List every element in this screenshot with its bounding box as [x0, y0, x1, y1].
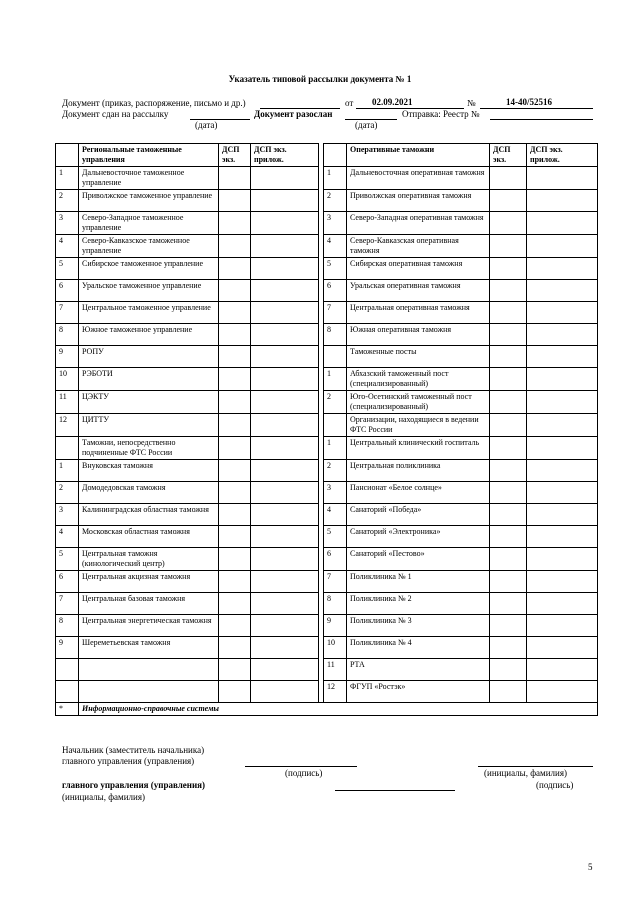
right-row-number: 2 [324, 391, 347, 414]
left-org-name: Приволжское таможенное управление [79, 190, 219, 212]
right-row-number: 6 [324, 548, 347, 571]
left-org-name: Таможни, непосредственно подчиненные ФТС России [79, 437, 219, 460]
table-row [56, 593, 598, 615]
right-row-number: 1 [324, 167, 347, 190]
right-dsp-cell [490, 324, 527, 346]
right-dsp-cell [490, 190, 527, 212]
left-org-name: Центральная акцизная таможня [79, 571, 219, 593]
right-dsp-cell [490, 167, 527, 190]
right-row-number: 5 [324, 526, 347, 548]
right-org-name: Абхазский таможенный пост (специализированный) [347, 368, 490, 391]
right-org-name: Санаторий «Электроника» [347, 526, 490, 548]
sent-date-line [190, 109, 250, 120]
date-caption-1: (дата) [195, 120, 218, 130]
left-dsp-cell [219, 324, 251, 346]
right-row-number: 7 [324, 571, 347, 593]
right-row-number: 10 [324, 637, 347, 659]
left-dsp-cell [219, 526, 251, 548]
right-row-number: 4 [324, 504, 347, 526]
right-dsp-cell [490, 437, 527, 460]
right-dsp-att-cell [527, 346, 598, 368]
table-row [56, 280, 598, 302]
left-dsp-att-cell [251, 548, 319, 571]
right-dsp-att-cell [527, 504, 598, 526]
left-row-number: 1 [56, 460, 79, 482]
right-dsp-att-cell [527, 548, 598, 571]
table-row [56, 391, 598, 414]
left-dsp-att-cell [251, 190, 319, 212]
right-dsp-att-header: ДСП экз. прилож. [527, 144, 598, 167]
left-dsp-cell [219, 190, 251, 212]
left-dsp-att-cell [251, 460, 319, 482]
left-org-name: ЦЭКТУ [79, 391, 219, 414]
right-org-name: Приволжская оперативная таможня [347, 190, 490, 212]
right-row-number: 6 [324, 280, 347, 302]
left-dsp-att-cell [251, 167, 319, 190]
right-dsp-att-cell [527, 637, 598, 659]
right-org-name: Северо-Кавказская оперативная таможня [347, 235, 490, 258]
dispatched-date-line [345, 109, 397, 120]
right-dsp-header: ДСП экз. [490, 144, 527, 167]
left-dsp-att-cell [251, 571, 319, 593]
initials-caption-2: (инициалы, фамилия) [62, 792, 145, 802]
info-systems-row [56, 703, 598, 716]
right-dsp-att-cell [527, 235, 598, 258]
right-org-name: Уральская оперативная таможня [347, 280, 490, 302]
left-org-name: ЦИТТУ [79, 414, 219, 437]
table-header-row [56, 144, 598, 167]
left-dsp-att-cell [251, 637, 319, 659]
doc-type-line [260, 98, 340, 109]
right-dsp-att-cell [527, 368, 598, 391]
left-dsp-cell [219, 235, 251, 258]
left-row-number: 6 [56, 571, 79, 593]
left-org-name: Уральское таможенное управление [79, 280, 219, 302]
number-value: 14-40/52516 [506, 97, 552, 107]
signature-line-2: главного управления (управления) [62, 756, 195, 766]
left-org-name [79, 659, 219, 681]
left-row-number: 6 [56, 280, 79, 302]
left-dsp-cell [219, 681, 251, 703]
signature-line-3: главного управления (управления) [62, 780, 206, 790]
page-number: 5 [588, 862, 593, 872]
right-dsp-cell [490, 414, 527, 437]
right-dsp-att-cell [527, 460, 598, 482]
left-dsp-cell [219, 414, 251, 437]
left-row-number [56, 437, 79, 460]
right-dsp-cell [490, 681, 527, 703]
right-org-name: Поликлиника № 2 [347, 593, 490, 615]
right-row-number [324, 346, 347, 368]
right-row-number [324, 414, 347, 437]
left-row-number: 9 [56, 346, 79, 368]
table-row [56, 482, 598, 504]
left-org-name: РЭБОТИ [79, 368, 219, 391]
left-row-number [56, 681, 79, 703]
left-dsp-att-cell [251, 659, 319, 681]
right-row-number: 2 [324, 190, 347, 212]
right-org-name: Дальневосточная оперативная таможня [347, 167, 490, 190]
right-name-header: Оперативные таможни [347, 144, 490, 167]
dispatch-label: Отправка: Реестр № [402, 109, 480, 119]
dispatched-label: Документ разослан [254, 109, 333, 119]
left-dsp-att-cell [251, 593, 319, 615]
left-dsp-att-cell [251, 526, 319, 548]
right-org-name: Поликлиника № 3 [347, 615, 490, 637]
right-dsp-cell [490, 302, 527, 324]
right-dsp-cell [490, 548, 527, 571]
left-row-number: 8 [56, 324, 79, 346]
left-dsp-att-cell [251, 482, 319, 504]
left-num-header [56, 144, 79, 167]
right-dsp-att-cell [527, 324, 598, 346]
left-dsp-att-cell [251, 302, 319, 324]
right-org-name: Поликлиника № 1 [347, 571, 490, 593]
right-dsp-att-cell [527, 302, 598, 324]
left-dsp-att-cell [251, 235, 319, 258]
left-dsp-att-cell [251, 391, 319, 414]
left-org-name: Московская областная таможня [79, 526, 219, 548]
left-dsp-att-cell [251, 437, 319, 460]
table-row [56, 615, 598, 637]
left-row-number: 2 [56, 190, 79, 212]
left-dsp-att-header: ДСП экз. прилож. [251, 144, 319, 167]
right-row-number: 7 [324, 302, 347, 324]
left-dsp-att-cell [251, 368, 319, 391]
table-row [56, 681, 598, 703]
right-dsp-cell [490, 368, 527, 391]
left-org-name: Центральное таможенное управление [79, 302, 219, 324]
right-org-name: Санаторий «Пестово» [347, 548, 490, 571]
left-dsp-cell [219, 659, 251, 681]
right-dsp-cell [490, 212, 527, 235]
right-dsp-cell [490, 346, 527, 368]
initials-field-1 [478, 756, 593, 767]
right-dsp-att-cell [527, 437, 598, 460]
right-dsp-att-cell [527, 391, 598, 414]
left-row-number: 4 [56, 235, 79, 258]
right-row-number: 1 [324, 437, 347, 460]
left-org-name: Дальневосточное таможенное управление [79, 167, 219, 190]
left-dsp-cell [219, 504, 251, 526]
left-row-number: 5 [56, 548, 79, 571]
signature-caption-2: (подпись) [536, 780, 574, 790]
right-row-number: 11 [324, 659, 347, 681]
right-row-number: 4 [324, 235, 347, 258]
registry-line [490, 109, 593, 120]
right-row-number: 3 [324, 482, 347, 504]
table-row [56, 659, 598, 681]
left-dsp-cell [219, 391, 251, 414]
right-org-name: Организации, находящиеся в ведении ФТС России [347, 414, 490, 437]
table-row [56, 460, 598, 482]
table-row [56, 235, 598, 258]
right-dsp-cell [490, 280, 527, 302]
table-row [56, 190, 598, 212]
table-row [56, 437, 598, 460]
left-org-name: Центральная энергетическая таможня [79, 615, 219, 637]
right-row-number: 12 [324, 681, 347, 703]
signature-field-2 [335, 780, 455, 791]
right-dsp-att-cell [527, 593, 598, 615]
right-org-name: Северо-Западная оперативная таможня [347, 212, 490, 235]
right-row-number: 9 [324, 615, 347, 637]
left-dsp-att-cell [251, 258, 319, 280]
info-systems-label: Информационно-справочные системы [79, 703, 598, 716]
table-row [56, 212, 598, 235]
left-row-number: 4 [56, 526, 79, 548]
right-dsp-att-cell [527, 190, 598, 212]
info-systems-mark: * [56, 703, 79, 716]
date-caption-2: (дата) [355, 120, 378, 130]
left-dsp-cell [219, 571, 251, 593]
table-row [56, 167, 598, 190]
left-dsp-cell [219, 346, 251, 368]
left-dsp-att-cell [251, 504, 319, 526]
right-num-header [324, 144, 347, 167]
number-label: № [467, 98, 476, 108]
left-dsp-att-cell [251, 414, 319, 437]
left-dsp-header: ДСП экз. [219, 144, 251, 167]
left-row-number: 5 [56, 258, 79, 280]
left-org-name: Внуковская таможня [79, 460, 219, 482]
right-org-name: Центральная оперативная таможня [347, 302, 490, 324]
left-org-name: Калининградская областная таможня [79, 504, 219, 526]
left-org-name: Центральная таможня (кинологический центр) [79, 548, 219, 571]
right-dsp-cell [490, 593, 527, 615]
left-dsp-cell [219, 258, 251, 280]
left-row-number: 3 [56, 504, 79, 526]
left-dsp-cell [219, 637, 251, 659]
left-row-number: 10 [56, 368, 79, 391]
left-dsp-cell [219, 548, 251, 571]
distribution-table [55, 143, 598, 716]
right-org-name: Центральный клинический госпиталь [347, 437, 490, 460]
right-org-name: ФГУП «Ростэк» [347, 681, 490, 703]
left-dsp-att-cell [251, 280, 319, 302]
left-org-name: Северо-Кавказское таможенное управление [79, 235, 219, 258]
left-dsp-att-cell [251, 681, 319, 703]
right-dsp-cell [490, 526, 527, 548]
right-dsp-cell [490, 637, 527, 659]
left-dsp-cell [219, 368, 251, 391]
right-row-number: 5 [324, 258, 347, 280]
right-dsp-cell [490, 460, 527, 482]
left-org-name [79, 681, 219, 703]
table-row [56, 526, 598, 548]
right-org-name: РТА [347, 659, 490, 681]
right-org-name: Сибирская оперативная таможня [347, 258, 490, 280]
right-dsp-cell [490, 391, 527, 414]
left-name-header: Региональные таможенные управления [79, 144, 219, 167]
left-dsp-cell [219, 615, 251, 637]
right-org-name: Юго-Осетинский таможенный пост (специализированный) [347, 391, 490, 414]
right-dsp-cell [490, 659, 527, 681]
left-org-name: Домодедовская таможня [79, 482, 219, 504]
left-dsp-att-cell [251, 346, 319, 368]
signature-caption-1: (подпись) [285, 768, 323, 778]
table-row [56, 346, 598, 368]
left-dsp-att-cell [251, 212, 319, 235]
right-dsp-cell [490, 235, 527, 258]
left-row-number: 7 [56, 302, 79, 324]
left-dsp-cell [219, 437, 251, 460]
table-row [56, 571, 598, 593]
right-dsp-att-cell [527, 167, 598, 190]
right-dsp-att-cell [527, 258, 598, 280]
right-org-name: Пансионат «Белое солнце» [347, 482, 490, 504]
from-label: от [345, 98, 354, 108]
right-row-number: 8 [324, 593, 347, 615]
table-row [56, 368, 598, 391]
left-row-number [56, 659, 79, 681]
left-dsp-cell [219, 593, 251, 615]
left-row-number: 2 [56, 482, 79, 504]
signature-field-1 [245, 756, 357, 767]
right-dsp-att-cell [527, 212, 598, 235]
left-row-number: 11 [56, 391, 79, 414]
right-dsp-att-cell [527, 482, 598, 504]
right-dsp-cell [490, 504, 527, 526]
initials-caption-1: (инициалы, фамилия) [484, 768, 567, 778]
right-dsp-att-cell [527, 659, 598, 681]
right-row-number: 2 [324, 460, 347, 482]
left-dsp-att-cell [251, 615, 319, 637]
right-row-number: 1 [324, 368, 347, 391]
right-org-name: Поликлиника № 4 [347, 637, 490, 659]
left-org-name: Шереметьевская таможня [79, 637, 219, 659]
right-row-number: 8 [324, 324, 347, 346]
left-org-name: РОПУ [79, 346, 219, 368]
right-org-name: Таможенные посты [347, 346, 490, 368]
left-dsp-cell [219, 212, 251, 235]
left-dsp-cell [219, 460, 251, 482]
right-org-name: Санаторий «Победа» [347, 504, 490, 526]
right-dsp-cell [490, 571, 527, 593]
left-row-number: 12 [56, 414, 79, 437]
left-row-number: 9 [56, 637, 79, 659]
left-row-number: 8 [56, 615, 79, 637]
left-org-name: Сибирское таможенное управление [79, 258, 219, 280]
right-dsp-att-cell [527, 280, 598, 302]
right-dsp-cell [490, 482, 527, 504]
table-row [56, 504, 598, 526]
left-org-name: Северо-Западное таможенное управление [79, 212, 219, 235]
left-dsp-cell [219, 280, 251, 302]
sent-label: Документ сдан на рассылку [62, 109, 169, 119]
left-row-number: 1 [56, 167, 79, 190]
right-dsp-att-cell [527, 681, 598, 703]
right-dsp-cell [490, 615, 527, 637]
left-row-number: 7 [56, 593, 79, 615]
table-row [56, 548, 598, 571]
left-dsp-att-cell [251, 324, 319, 346]
right-org-name: Центральная поликлиника [347, 460, 490, 482]
right-org-name: Южная оперативная таможня [347, 324, 490, 346]
doc-type-label: Документ (приказ, распоряжение, письмо и др.) [62, 98, 246, 108]
left-dsp-cell [219, 302, 251, 324]
left-dsp-cell [219, 167, 251, 190]
right-dsp-att-cell [527, 615, 598, 637]
left-org-name: Центральная базовая таможня [79, 593, 219, 615]
table-row [56, 324, 598, 346]
right-dsp-cell [490, 258, 527, 280]
date-value: 02.09.2021 [372, 97, 413, 107]
document-title: Указатель типовой рассылки документа № 1 [228, 74, 412, 84]
table-row [56, 302, 598, 324]
table-row [56, 414, 598, 437]
right-row-number: 3 [324, 212, 347, 235]
right-dsp-att-cell [527, 571, 598, 593]
table-row [56, 258, 598, 280]
right-dsp-att-cell [527, 526, 598, 548]
signature-line-1: Начальник (заместитель начальника) [62, 745, 205, 755]
right-dsp-att-cell [527, 414, 598, 437]
left-org-name: Южное таможенное управление [79, 324, 219, 346]
table-row [56, 637, 598, 659]
left-dsp-cell [219, 482, 251, 504]
left-row-number: 3 [56, 212, 79, 235]
